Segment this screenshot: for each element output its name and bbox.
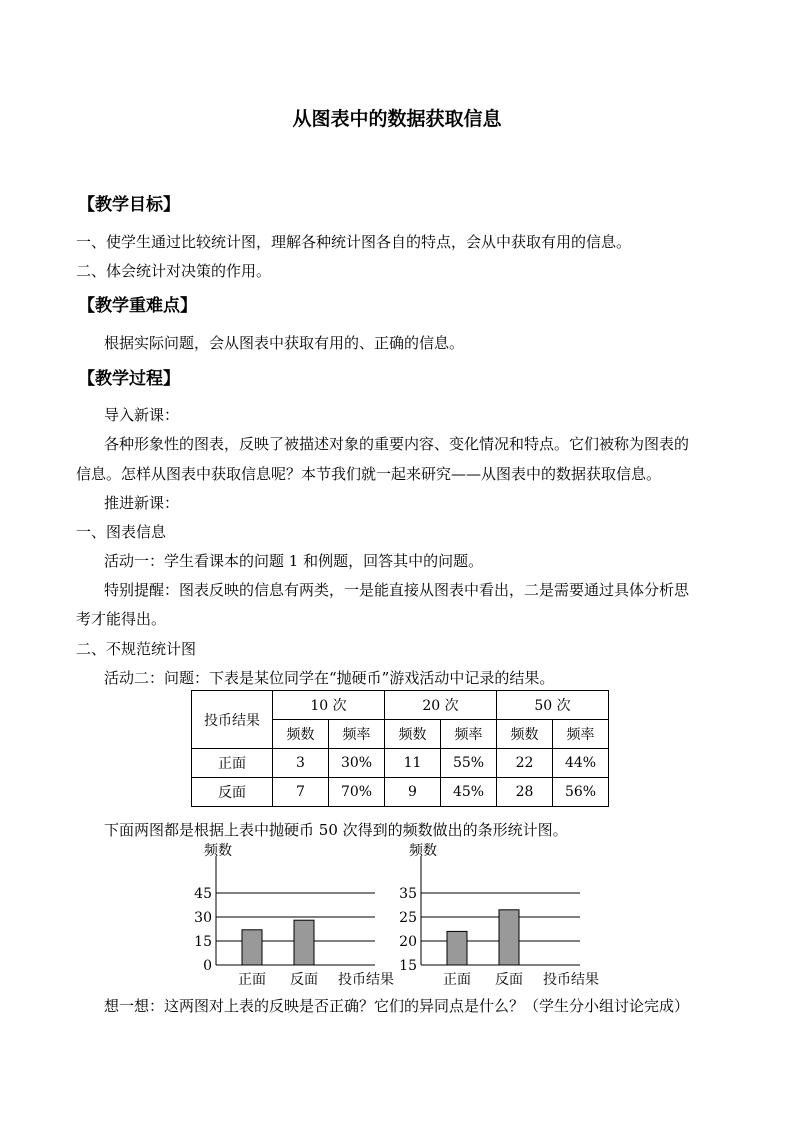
table-cell: 3 [273, 749, 329, 778]
process-heading: 【教学过程】 [78, 369, 180, 389]
table-cell: 55% [441, 749, 497, 778]
table-row-label: 反面 [192, 778, 273, 807]
x-axis-label: 投币结果 [338, 972, 394, 988]
table-row-label: 正面 [192, 749, 273, 778]
table-subheader: 频率 [441, 720, 497, 749]
table-cell: 7 [273, 778, 329, 807]
y-tick-label: 30 [194, 910, 212, 926]
difficulty-text: 根据实际问题，会从图表中获取有用的、正确的信息。 [104, 334, 465, 352]
table-group-header: 10 次 [273, 691, 385, 720]
x-tick-label: 正面 [443, 972, 471, 988]
part1-title: 一、图表信息 [76, 523, 167, 541]
table-row [192, 749, 609, 778]
table-cell: 44% [553, 749, 609, 778]
x-axis-label: 投币结果 [543, 972, 599, 988]
table-subheader: 频率 [329, 720, 385, 749]
y-axis-label: 频数 [409, 843, 437, 859]
table-cell: 70% [329, 778, 385, 807]
table-cell: 45% [441, 778, 497, 807]
bar-chart-right [395, 838, 615, 990]
bar [447, 931, 467, 965]
y-tick-label: 45 [194, 886, 212, 902]
bar-chart-left [190, 838, 410, 990]
activity-1: 活动一：学生看课本的问题 1 和例题，回答其中的问题。 [104, 552, 484, 570]
table-subheader: 频率 [553, 720, 609, 749]
y-tick-label: 20 [399, 934, 417, 950]
note-line-1: 特别提醒：图表反映的信息有两类，一是能直接从图表中看出，二是需要通过具体分析思 [104, 581, 690, 599]
table-group-header: 20 次 [385, 691, 497, 720]
y-tick-label: 0 [203, 958, 212, 974]
table-row [192, 778, 609, 807]
discussion-question: 想一想：这两图对上表的反映是否正确？它们的异同点是什么？（学生分小组讨论完成） [104, 997, 690, 1015]
x-tick-label: 反面 [495, 972, 523, 988]
table-cell: 28 [497, 778, 553, 807]
intro-line-2: 信息。怎样从图表中获取信息呢？本节我们就一起来研究——从图表中的数据获取信息。 [76, 465, 662, 483]
y-tick-label: 35 [399, 886, 417, 902]
goal-2: 二、体会统计对决策的作用。 [76, 262, 272, 280]
table-subheader: 频数 [385, 720, 441, 749]
part2-title: 二、不规范统计图 [76, 640, 197, 658]
y-axis-label: 频数 [204, 843, 232, 859]
advance-label: 推进新课： [104, 494, 180, 512]
x-tick-label: 反面 [290, 972, 318, 988]
difficulty-heading: 【教学重难点】 [78, 296, 197, 316]
y-tick-label: 15 [194, 934, 212, 950]
bar [242, 930, 262, 965]
table-cell: 30% [329, 749, 385, 778]
y-tick-label: 25 [399, 910, 417, 926]
bar [294, 920, 314, 965]
table-group-header: 50 次 [497, 691, 609, 720]
table-cell: 9 [385, 778, 441, 807]
note-line-2: 考才能得出。 [76, 610, 167, 628]
table-row-header: 投币结果 [192, 691, 273, 749]
intro-line-1: 各种形象性的图表，反映了被描述对象的重要内容、变化情况和特点。它们被称为图表的 [104, 435, 690, 453]
page-title: 从图表中的数据获取信息 [292, 108, 502, 130]
charts-intro: 下面两图都是根据上表中抛硬币 50 次得到的频数做出的条形统计图。 [104, 821, 568, 839]
goal-1: 一、使学生通过比较统计图，理解各种统计图各自的特点，会从中获取有用的信息。 [76, 233, 632, 251]
table-cell: 22 [497, 749, 553, 778]
table-cell: 11 [385, 749, 441, 778]
intro-label: 导入新课： [104, 406, 180, 424]
bar [499, 910, 519, 965]
coin-toss-table [191, 690, 609, 807]
x-tick-label: 正面 [238, 972, 266, 988]
table-subheader: 频数 [497, 720, 553, 749]
table-cell: 56% [553, 778, 609, 807]
y-tick-label: 15 [399, 958, 417, 974]
goals-heading: 【教学目标】 [78, 195, 180, 215]
activity-2: 活动二：问题：下表是某位同学在“抛硬币”游戏活动中记录的结果。 [104, 669, 555, 687]
table-subheader: 频数 [273, 720, 329, 749]
